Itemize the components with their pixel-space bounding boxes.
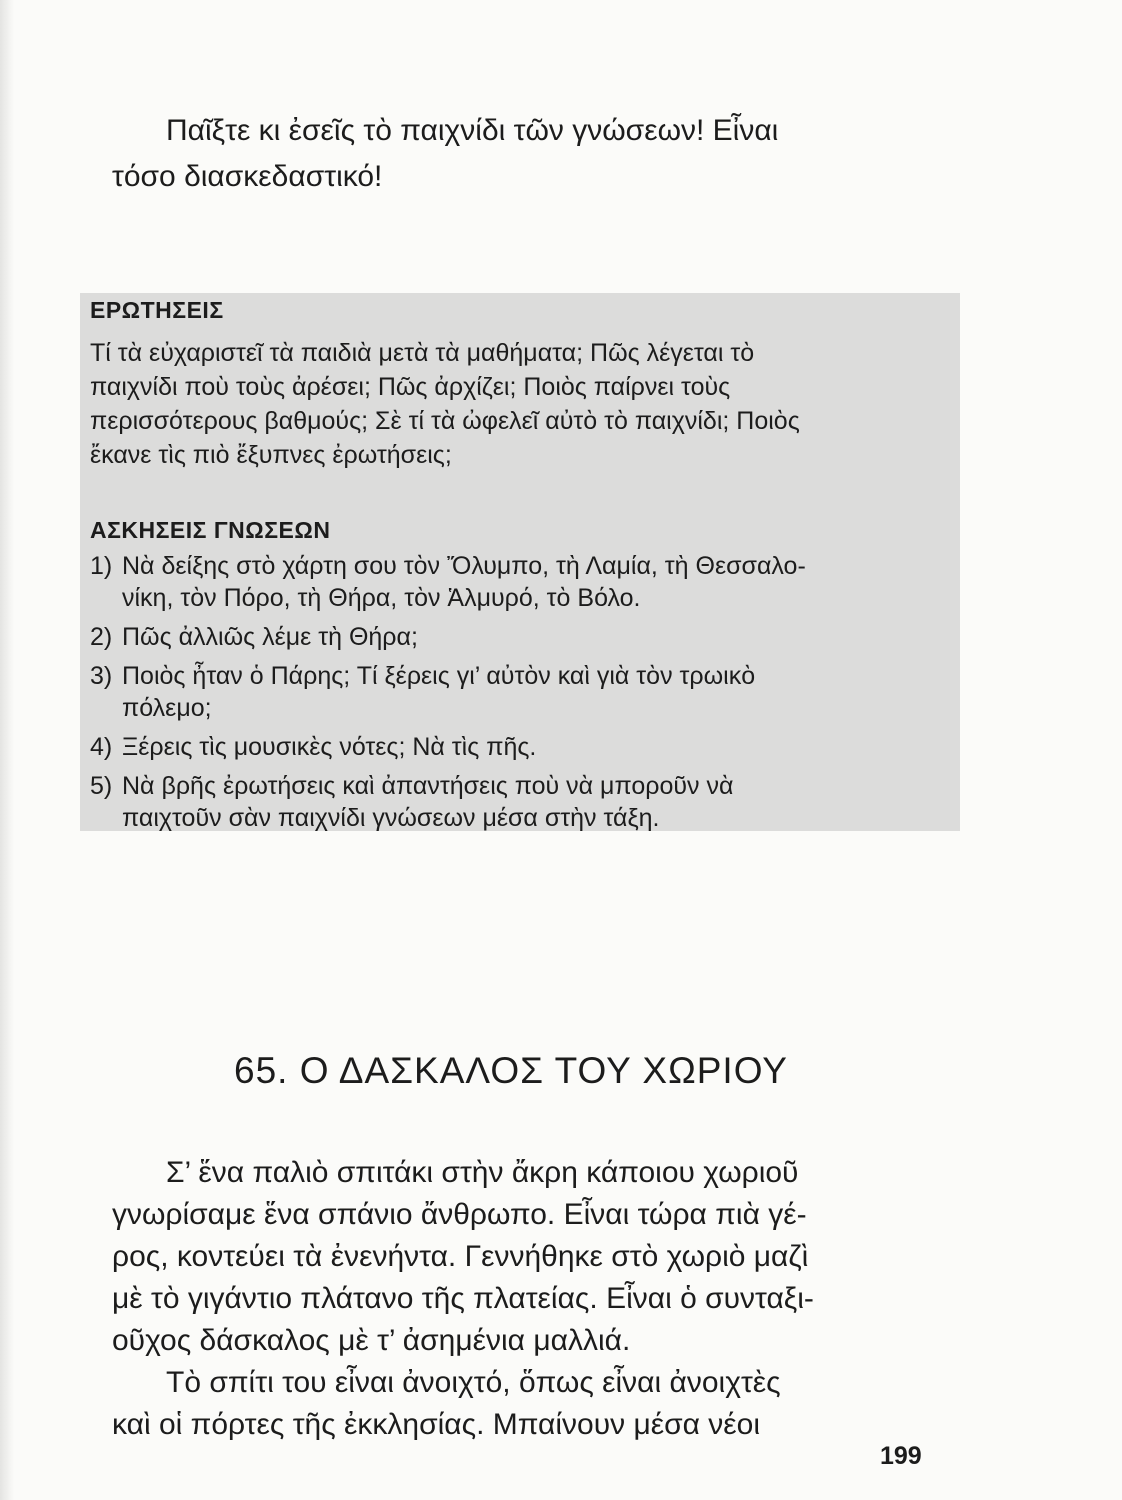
questions-heading: ΕΡΩΤΗΣΕΙΣ xyxy=(90,297,224,323)
exercise-item xyxy=(90,770,960,834)
exercise-line: Ποιὸς ἦταν ὁ Πάρης; Τί ξέρεις γι’ αὐτὸν καὶ γιὰ τὸν τρωικὸ xyxy=(122,662,756,690)
exercise-line: Νὰ δείξης στὸ χάρτη σου τὸν Ὄλυμπο, τὴ Λαμία, τὴ Θεσσαλο- xyxy=(122,552,806,580)
questions-line: περισσότερους βαθμούς; Σὲ τί τὰ ὠφελεῖ αὐτὸ τὸ παιχνίδι; Ποιὸς xyxy=(90,407,800,435)
body-line: γνωρίσαμε ἕνα σπάνιο ἄνθρωπο. Εἶναι τώρα πιὰ γέ- xyxy=(112,1198,807,1231)
exercise-item xyxy=(90,660,960,724)
page-edge-shadow xyxy=(0,0,14,1500)
body-line: Σ’ ἕνα παλιὸ σπιτάκι στὴν ἄκρη κάποιου χωριοῦ xyxy=(166,1156,799,1189)
intro-paragraph xyxy=(112,108,957,200)
intro-line: τόσο διασκεδαστικό! xyxy=(112,160,383,193)
exercise-line: Νὰ βρῆς ἐρωτήσεις καὶ ἀπαντήσεις ποὺ νὰ μποροῦν νὰ xyxy=(122,772,734,800)
body-line: καὶ οἱ πόρτες τῆς ἐκκλησίας. Μπαίνουν μέσα νέοι xyxy=(112,1408,761,1441)
exercise-number: 3) xyxy=(90,662,113,690)
exercise-line: παιχτοῦν σὰν παιχνίδι γνώσεων μέσα στὴν τάξη. xyxy=(122,804,660,832)
intro-line: Παῖξτε κι ἐσεῖς τὸ παιχνίδι τῶν γνώσεων! Εἶναι xyxy=(166,114,779,147)
questions-line: ἔκανε τὶς πιὸ ἔξυπνες ἐρωτήσεις; xyxy=(90,441,452,469)
body-line: οῦχος δάσκαλος μὲ τ’ ἀσημένια μαλλιά. xyxy=(112,1324,631,1357)
exercise-item xyxy=(90,731,960,763)
exercise-item xyxy=(90,550,960,614)
body-line: Τὸ σπίτι του εἶναι ἀνοιχτό, ὅπως εἶναι ἀνοιχτὲς xyxy=(166,1366,781,1399)
exercise-number: 4) xyxy=(90,733,113,761)
exercises-heading: ΑΣΚΗΣΕΙΣ ΓΝΩΣΕΩΝ xyxy=(90,517,331,543)
exercise-line: πόλεμο; xyxy=(122,694,212,722)
exercise-number: 5) xyxy=(90,772,113,800)
body-line: ρος, κοντεύει τὰ ἐνενήντα. Γεννήθηκε στὸ χωριὸ μαζὶ xyxy=(112,1240,809,1273)
page-number: 199 xyxy=(880,1442,922,1470)
exercise-line: Ξέρεις τὶς μουσικὲς νότες; Νὰ τὶς πῆς. xyxy=(122,733,537,761)
chapter-body xyxy=(112,1152,957,1446)
body-line: μὲ τὸ γιγάντιο πλάτανο τῆς πλατείας. Εἶναι ὁ συνταξι- xyxy=(112,1282,814,1315)
exercise-line: Πῶς ἀλλιῶς λέμε τὴ Θήρα; xyxy=(122,623,418,651)
questions-line: παιχνίδι ποὺ τοὺς ἀρέσει; Πῶς ἀρχίζει; Ποιὸς παίρνει τοὺς xyxy=(90,373,731,401)
exercise-line: νίκη, τὸν Πόρο, τὴ Θήρα, τὸν Ἁλμυρό, τὸ Βόλο. xyxy=(122,584,641,612)
exercise-number: 2) xyxy=(90,623,113,651)
exercise-item xyxy=(90,621,960,653)
questions-text xyxy=(90,336,950,472)
exercise-number: 1) xyxy=(90,552,113,580)
exercises-list xyxy=(90,550,960,841)
chapter-title: 65. Ο ΔΑΣΚΑΛΟΣ ΤΟΥ ΧΩΡΙΟΥ xyxy=(234,1050,788,1091)
questions-line: Τί τὰ εὐχαριστεῖ τὰ παιδιὰ μετὰ τὰ μαθήματα; Πῶς λέγεται τὸ xyxy=(90,339,755,367)
